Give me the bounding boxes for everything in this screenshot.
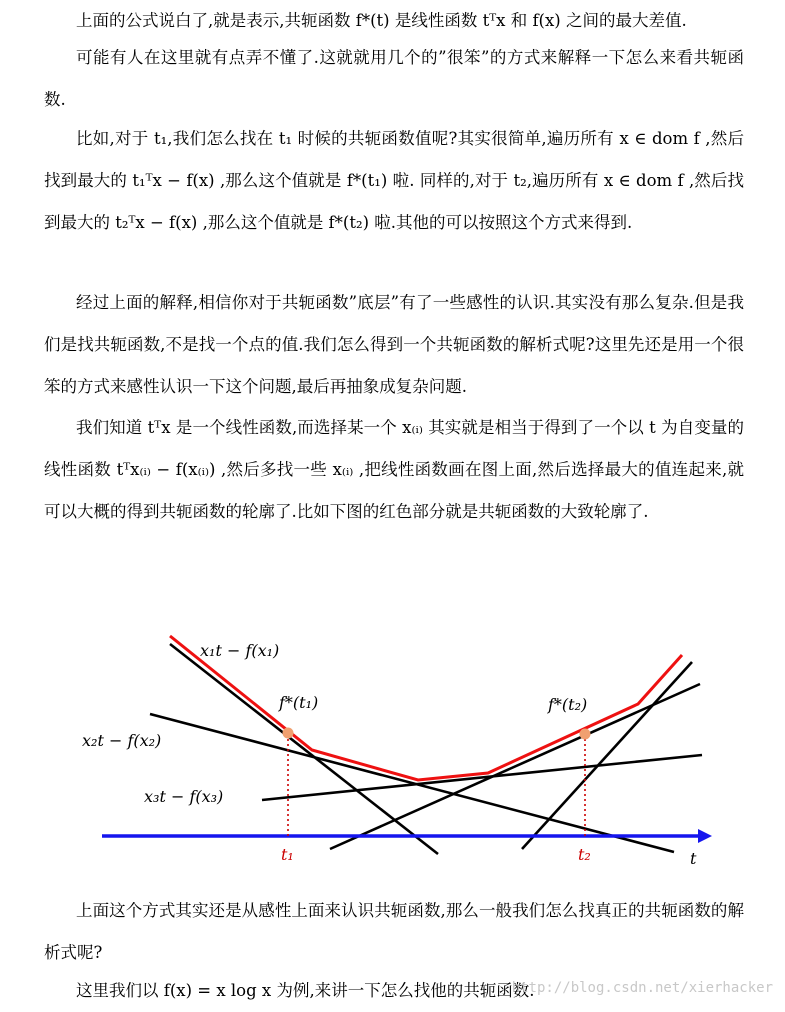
- line-x1: [170, 644, 438, 854]
- label-t-axis: t: [690, 849, 697, 868]
- fstar-t1-point: [283, 728, 294, 739]
- label-line1: x₁t − f(x₁): [200, 641, 280, 660]
- watermark: http://blog.csdn.net/xierhacker: [511, 980, 773, 996]
- paragraph-7: 这里我们以 f(x) = x log x 为例,来讲一下怎么找他的共轭函数.: [76, 981, 535, 1000]
- label-t2: t₂: [578, 845, 591, 864]
- paragraph-6: 上面这个方式其实还是从感性上面来认识共轭函数,那么一般我们怎么找真正的共轭函数的解析式呢?: [44, 901, 744, 962]
- line-x5: [522, 662, 692, 849]
- paragraph-4: 经过上面的解释,相信你对于共轭函数”底层”有了一些感性的认识.其实没有那么复杂.但是我们是找共轭函数,不是找一个点的值.我们怎么得到一个共轭函数的解析式呢?这里先还是用一个很笨的方式来感性认识一下这个问题,最后再抽象成复杂问题.: [44, 293, 744, 396]
- fstar-t2-point: [580, 729, 591, 740]
- label-t1: t₁: [281, 845, 294, 864]
- label-fstar2: f*(t₂): [548, 695, 588, 714]
- label-line2: x₂t − f(x₂): [82, 731, 162, 750]
- paragraph-3: 比如,对于 t₁,我们怎么找在 t₁ 时候的共轭函数值呢?其实很简单,遍历所有 x ∈ dom f ,然后找到最大的 t₁ᵀx − f(x) ,那么这个值就是 f*(t₁) 啦. 同样的,对于 t₂,遍历所有 x ∈ dom f ,然后找到最大的 t₂ᵀx − f(x) ,那么这个值就是 f*(t₂) 啦.其他的可以按照这个方式来得到.: [44, 129, 744, 232]
- paragraph-5: 我们知道 tᵀx 是一个线性函数,而选择某一个 x₍ᵢ₎ 其实就是相当于得到了一个以 t 为自变量的线性函数 tᵀx₍ᵢ₎ − f(x₍ᵢ₎) ,然后多找一些 x₍ᵢ₎ ,把线性函数画在图上面,然后选择最大的值连起来,就可以大概的得到共轭函数的轮廓了.比如下图的红色部分就是共轭函数的大致轮廓了.: [44, 418, 744, 521]
- paragraph-1: 上面的公式说白了,就是表示,共轭函数 f*(t) 是线性函数 tᵀx 和 f(x) 之间的最大差值.: [76, 11, 687, 30]
- label-line3: x₃t − f(x₃): [144, 787, 224, 806]
- label-fstar1: f*(t₁): [279, 693, 319, 712]
- t-axis-arrowhead-icon: [698, 829, 712, 843]
- line-x2: [150, 714, 674, 852]
- line-x4: [330, 684, 700, 849]
- paragraph-2: 可能有人在这里就有点弄不懂了.这就就用几个的”很笨”的方式来解释一下怎么来看共轭函数.: [44, 48, 744, 109]
- conjugate-function-figure: [0, 612, 785, 882]
